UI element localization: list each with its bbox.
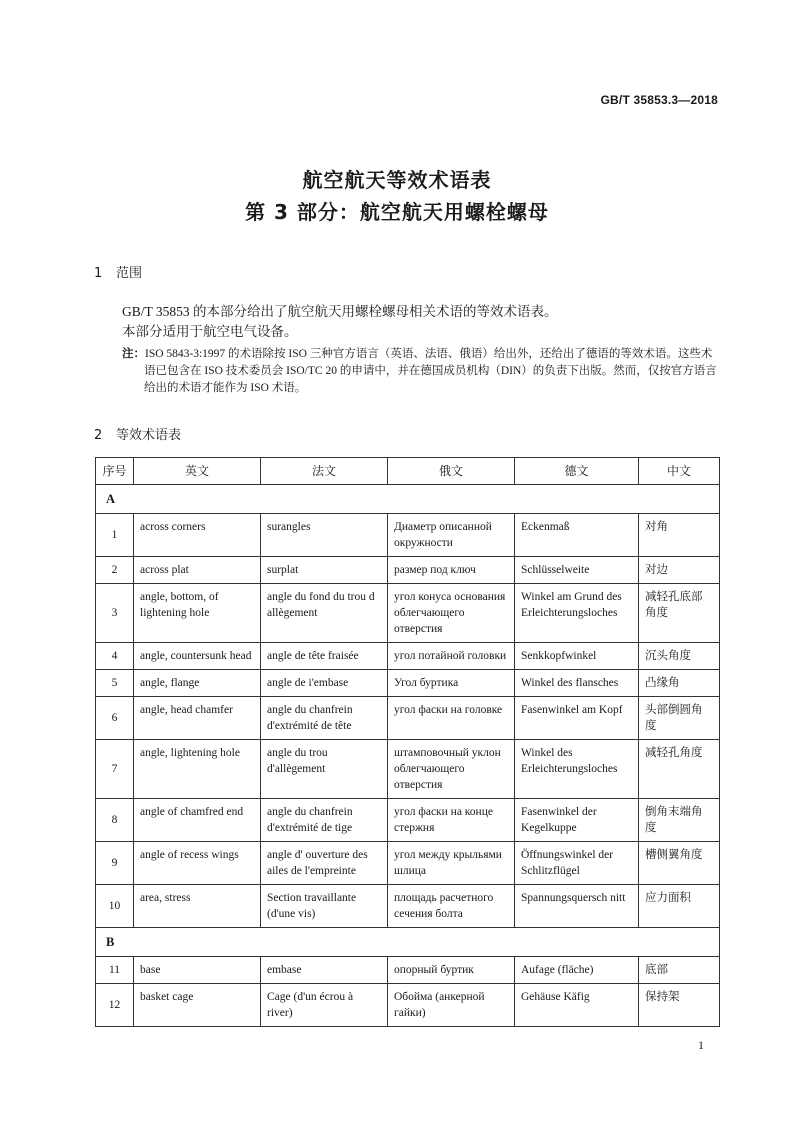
- note-label: 注：: [122, 348, 145, 360]
- page-number: 1: [698, 1038, 704, 1052]
- table-row: [96, 557, 720, 584]
- cell-chinese: 应力面积: [639, 885, 720, 928]
- cell-chinese: 倒角末端角度: [639, 799, 720, 842]
- cell-german: Senkkopfwinkel: [515, 643, 639, 670]
- table-row: [96, 842, 720, 885]
- cell-french: angle de i'embase: [261, 670, 388, 697]
- section-number: 1: [94, 266, 103, 281]
- table-section-row: [96, 485, 720, 514]
- cell-german: Winkel des flansches: [515, 670, 639, 697]
- cell-russian: Диаметр описанной окружности: [388, 514, 515, 557]
- scope-paragraph-1: GB/T 35853 的本部分给出了航空航天用螺栓螺母相关术语的等效术语表。: [122, 304, 558, 319]
- cell-no: 8: [96, 799, 134, 842]
- table-row: [96, 799, 720, 842]
- table-row: [96, 514, 720, 557]
- cell-german: Fasenwinkel der Kegelkuppe: [515, 799, 639, 842]
- cell-chinese: 减轻孔角度: [639, 740, 720, 799]
- section-number: 2: [94, 428, 103, 443]
- cell-russian: Обойма (анкерной гайки): [388, 984, 515, 1027]
- cell-chinese: 底部: [639, 957, 720, 984]
- table-row: [96, 984, 720, 1027]
- table-row: [96, 643, 720, 670]
- cell-no: 12: [96, 984, 134, 1027]
- header-german: 德文: [515, 458, 639, 485]
- cell-chinese: 沉头角度: [639, 643, 720, 670]
- table-row: [96, 584, 720, 643]
- cell-russian: угол конуса основания облегчающего отверстия: [388, 584, 515, 643]
- cell-chinese: 减轻孔底部角度: [639, 584, 720, 643]
- cell-german: Schlüsselweite: [515, 557, 639, 584]
- cell-english: base: [134, 957, 261, 984]
- cell-no: 9: [96, 842, 134, 885]
- cell-no: 4: [96, 643, 134, 670]
- cell-no: 11: [96, 957, 134, 984]
- note-text: ISO 5843-3:1997 的术语除按 ISO 三种官方语言（英语、法语、俄语）给出外，还给出了德语的等效术语。这些术语已包含在 ISO 技术委员会 ISO/TC 20 的申请中，并在德国成员机构（DIN）的负责下出版。然而，仅按官方语言给出的术语才能作为 ISO 术语。: [144, 348, 717, 394]
- cell-english: angle of recess wings: [134, 842, 261, 885]
- cell-russian: угол потайной головки: [388, 643, 515, 670]
- cell-german: Winkel des Erleichterungsloches: [515, 740, 639, 799]
- cell-english: angle, lightening hole: [134, 740, 261, 799]
- table-row: [96, 670, 720, 697]
- header-french: 法文: [261, 458, 388, 485]
- terms-table: [95, 457, 720, 1027]
- cell-russian: опорный буртик: [388, 957, 515, 984]
- cell-french: embase: [261, 957, 388, 984]
- header-english: 英文: [134, 458, 261, 485]
- cell-english: angle, bottom, of lightening hole: [134, 584, 261, 643]
- section-letter: A: [96, 485, 720, 514]
- cell-no: 7: [96, 740, 134, 799]
- cell-no: 3: [96, 584, 134, 643]
- cell-english: across plat: [134, 557, 261, 584]
- cell-no: 5: [96, 670, 134, 697]
- cell-french: surplat: [261, 557, 388, 584]
- table-row: [96, 740, 720, 799]
- cell-no: 2: [96, 557, 134, 584]
- cell-german: Gehäuse Käfig: [515, 984, 639, 1027]
- cell-russian: угол между крыльями шлица: [388, 842, 515, 885]
- cell-german: Spannungsquersch nitt: [515, 885, 639, 928]
- section-letter: B: [96, 928, 720, 957]
- section-heading-scope: [94, 262, 142, 281]
- header-no: 序号: [96, 458, 134, 485]
- table-header-row: [96, 458, 720, 485]
- cell-french: angle du chanfrein d'extrémité de tige: [261, 799, 388, 842]
- cell-no: 10: [96, 885, 134, 928]
- standard-code: GB/T 35853.3—2018: [600, 93, 718, 107]
- scope-paragraph-2: 本部分适用于航空电气设备。: [122, 324, 298, 339]
- cell-english: angle of chamfred end: [134, 799, 261, 842]
- table-row: [96, 957, 720, 984]
- cell-english: across corners: [134, 514, 261, 557]
- cell-russian: угол фаски на конце стержня: [388, 799, 515, 842]
- cell-french: Section travaillante (d'une vis): [261, 885, 388, 928]
- cell-no: 1: [96, 514, 134, 557]
- cell-french: surangles: [261, 514, 388, 557]
- cell-german: Aufage (fläche): [515, 957, 639, 984]
- table-section-row: [96, 928, 720, 957]
- cell-russian: размер под ключ: [388, 557, 515, 584]
- cell-english: area, stress: [134, 885, 261, 928]
- header-russian: 俄文: [388, 458, 515, 485]
- cell-chinese: 槽侧翼角度: [639, 842, 720, 885]
- cell-chinese: 凸缘角: [639, 670, 720, 697]
- cell-chinese: 保持架: [639, 984, 720, 1027]
- section-title: 等效术语表: [116, 428, 182, 443]
- cell-chinese: 头部倒圆角度: [639, 697, 720, 740]
- cell-german: Öffnungswinkel der Schlitzflügel: [515, 842, 639, 885]
- section-heading-terms: [94, 424, 181, 443]
- cell-russian: штамповочный уклон облегчающего отверстия: [388, 740, 515, 799]
- cell-russian: площадь расчетного сечения болта: [388, 885, 515, 928]
- cell-german: Winkel am Grund des Erleichterungsloches: [515, 584, 639, 643]
- cell-french: angle du chanfrein d'extrémité de tête: [261, 697, 388, 740]
- cell-french: angle de tête fraisée: [261, 643, 388, 670]
- cell-french: angle d' ouverture des ailes de l'empreinte: [261, 842, 388, 885]
- cell-english: angle, countersunk head: [134, 643, 261, 670]
- cell-chinese: 对角: [639, 514, 720, 557]
- document-subtitle: 第 3 部分：航空航天用螺栓螺母: [245, 200, 549, 224]
- cell-german: Fasenwinkel am Kopf: [515, 697, 639, 740]
- cell-no: 6: [96, 697, 134, 740]
- cell-english: basket cage: [134, 984, 261, 1027]
- cell-french: angle du fond du trou d allègement: [261, 584, 388, 643]
- cell-russian: Угол буртика: [388, 670, 515, 697]
- table-row: [96, 885, 720, 928]
- cell-russian: угол фаски на головке: [388, 697, 515, 740]
- scope-note: [122, 346, 722, 397]
- cell-english: angle, flange: [134, 670, 261, 697]
- cell-german: Eckenmaß: [515, 514, 639, 557]
- section-title: 范围: [116, 266, 143, 281]
- table-row: [96, 697, 720, 740]
- document-title: 航空航天等效术语表: [302, 168, 492, 192]
- cell-french: Cage (d'un écrou à river): [261, 984, 388, 1027]
- cell-english: angle, head chamfer: [134, 697, 261, 740]
- header-chinese: 中文: [639, 458, 720, 485]
- cell-french: angle du trou d'allègement: [261, 740, 388, 799]
- cell-chinese: 对边: [639, 557, 720, 584]
